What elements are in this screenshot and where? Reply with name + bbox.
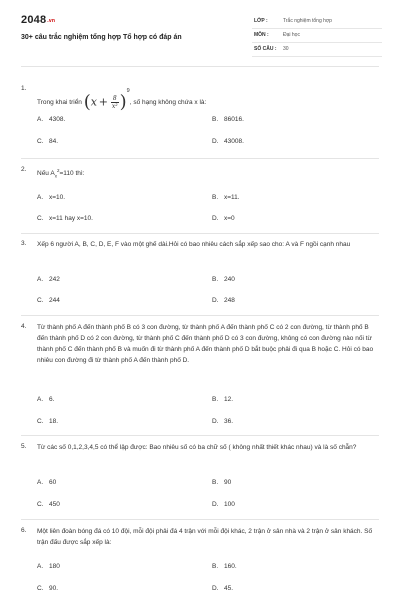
option-a[interactable]: A. 242 [37, 276, 60, 283]
option-value: x=11 hay x=10. [49, 215, 93, 222]
option-value: 450 [49, 501, 60, 508]
document-title: 30+ câu trắc nghiệm tổng hợp Tổ hợp có đáp án [21, 34, 182, 41]
formula-denominator: x² [111, 102, 118, 110]
option-d[interactable]: D. 43008. [212, 138, 244, 145]
formula-fraction [111, 95, 119, 110]
option-value: 36. [224, 418, 234, 425]
option-d[interactable]: D. 45. [212, 585, 234, 592]
option-b[interactable]: B. 12. [212, 396, 234, 403]
meta-row-class [252, 15, 382, 29]
option-value: x=10. [49, 194, 66, 201]
option-value: 84. [49, 138, 59, 145]
option-value: 86016. [224, 116, 244, 123]
formula-x: x [90, 95, 97, 109]
option-value: 90 [224, 479, 232, 486]
question-text-after: , số hạng không chứa x là: [129, 99, 207, 106]
question-text [37, 165, 377, 181]
question-subscript: x [54, 173, 57, 179]
question-divider [21, 233, 379, 234]
question-6 [21, 526, 381, 598]
meta-label: SỐ CÂU : [254, 46, 277, 52]
page-header [0, 0, 400, 70]
option-a[interactable]: A. 60 [37, 479, 57, 486]
question-1 [21, 78, 381, 156]
option-value: 160. [224, 563, 237, 570]
option-a[interactable]: A. 180 [37, 563, 60, 570]
question-text: Xếp 6 người A, B, C, D, E, F vào một ghế dài.Hỏi có bao nhiêu cách sắp xếp sao cho: A và F ngồi cạnh nhau [37, 241, 351, 248]
formula-plus: + [98, 95, 109, 109]
question-5 [21, 442, 381, 522]
question-2 [21, 165, 381, 235]
meta-value: Trắc nghiệm tổng hợp [283, 18, 332, 24]
option-d[interactable]: D. 36. [212, 418, 234, 425]
option-b[interactable]: B. 240 [212, 276, 235, 283]
question-number: 3. [21, 240, 27, 247]
question-4 [21, 322, 381, 434]
question-text: Từ thành phố A đến thành phố B có 3 con đường, từ thành phố A đến thành phố C có 2 con đường, từ thành phố B đến thành phố D có 2 con đường, từ thành phố C đến thành phố D có 3 con đường, không có con đường nào nối từ thành phố C đến thành phố B và muốn đi từ thành phố A đến thành phố D bắt buộc phải đi qua B hoặc C. Hỏi có bao nhiêu con đường đi từ thành phố A đến thành phố D. [37, 324, 374, 364]
option-value: 242 [49, 276, 60, 283]
option-value: 60 [49, 479, 57, 486]
option-value: 240 [224, 276, 235, 283]
option-value: 180 [49, 563, 60, 570]
question-number: 4. [21, 323, 27, 330]
option-value: 18. [49, 418, 59, 425]
option-b[interactable]: B. x=11. [212, 194, 240, 201]
document-meta [252, 15, 382, 57]
logo-main: 2048 [21, 14, 47, 26]
question-divider [21, 519, 379, 520]
question-divider [21, 435, 379, 436]
option-d[interactable]: D. x=0 [212, 215, 235, 222]
option-value: 4308. [49, 116, 66, 123]
option-c[interactable]: C. 450 [37, 501, 60, 508]
formula-exponent: 9 [126, 88, 130, 94]
option-value: x=0 [224, 215, 235, 222]
question-text-before: Trong khai triển [37, 99, 82, 106]
option-value: 244 [49, 297, 60, 304]
header-divider [21, 66, 379, 67]
option-a[interactable]: A. x=10. [37, 194, 66, 201]
formula: (x + $\frac{8}{\text{x²}}$ )$^9$ [83, 88, 130, 113]
option-a[interactable]: A. 4308. [37, 116, 66, 123]
option-c[interactable]: C. 244 [37, 297, 60, 304]
question-text-after: =110 thì: [59, 170, 85, 178]
option-value: 100 [224, 501, 235, 508]
question-text: Một liên đoàn bóng đá có 10 đội, mỗi đội phải đá 4 trận với mỗi đội khác, 2 trận ở sân nhà và 2 trận ở sân khách. Số trận đấu được sắp xếp là: [37, 528, 373, 546]
option-c[interactable]: C. x=11 hay x=10. [37, 215, 93, 222]
question-text-before: Nếu A [37, 170, 55, 178]
meta-value: Đại học [283, 32, 300, 38]
site-logo[interactable] [21, 12, 55, 29]
question-number: 6. [21, 527, 27, 534]
option-b[interactable]: B. 86016. [212, 116, 244, 123]
option-c[interactable]: C. 84. [37, 138, 59, 145]
meta-row-count [252, 43, 382, 57]
option-b[interactable]: B. 160. [212, 563, 237, 570]
meta-label: LỚP : [254, 18, 268, 24]
question-number: 5. [21, 443, 27, 450]
question-divider [21, 158, 379, 159]
option-c[interactable]: C. 90. [37, 585, 59, 592]
meta-value: 30 [283, 46, 289, 52]
question-number: 2. [21, 166, 27, 173]
question-number: 1. [21, 85, 27, 92]
option-d[interactable]: D. 248 [212, 297, 235, 304]
option-d[interactable]: D. 100 [212, 501, 235, 508]
question-divider [21, 315, 379, 316]
option-value: 248 [224, 297, 235, 304]
option-c[interactable]: C. 18. [37, 418, 59, 425]
option-value: x=11. [224, 194, 240, 201]
question-3 [21, 239, 381, 319]
option-value: 6. [49, 396, 55, 403]
logo-suffix: .vn [47, 18, 56, 24]
option-value: 43008. [224, 138, 244, 145]
meta-label: MÔN : [254, 32, 269, 38]
option-a[interactable]: A. 6. [37, 396, 55, 403]
question-text: Từ các số 0,1,2,3,4,5 có thể lập được: Bao nhiêu số có ba chữ số ( không nhất thiết khác nhau) và là số chẵn? [37, 444, 357, 451]
question-superscript: 2 [56, 168, 60, 173]
option-value: 12. [224, 396, 234, 403]
option-b[interactable]: B. 90 [212, 479, 232, 486]
meta-row-subject [252, 29, 382, 43]
option-value: 45. [224, 585, 234, 592]
option-value: 90. [49, 585, 59, 592]
formula-numerator: 8 [112, 94, 117, 102]
question-text [37, 81, 377, 113]
